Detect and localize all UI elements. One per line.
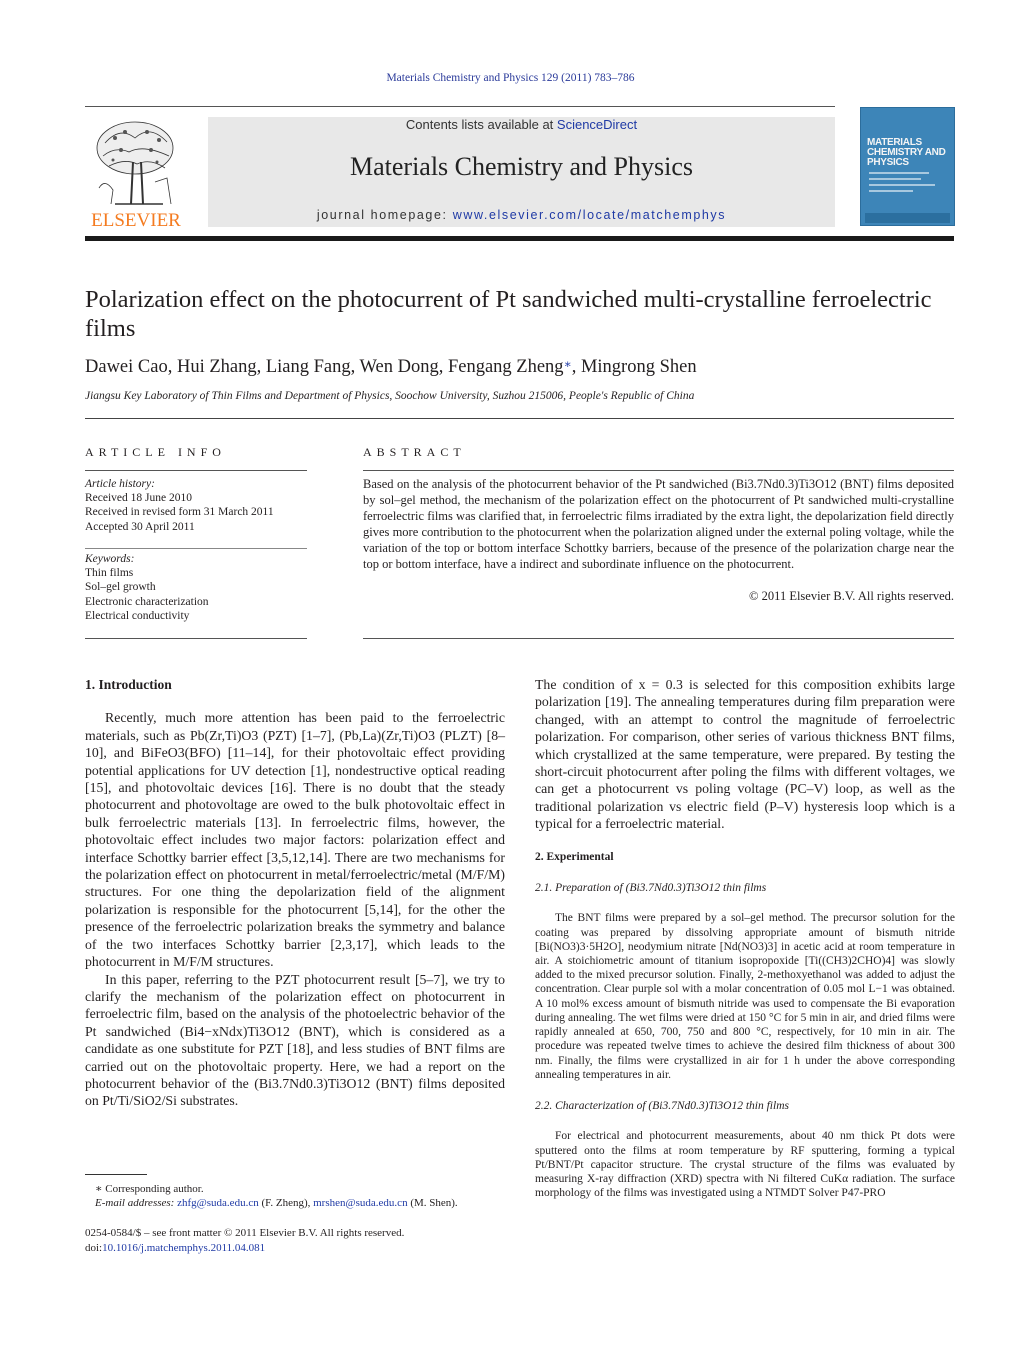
authors-text: Dawei Cao, Hui Zhang, Liang Fang, Wen Dong, Fengang Zheng xyxy=(85,357,564,377)
issn-block xyxy=(85,1226,505,1255)
left-column xyxy=(85,676,505,1110)
copyright: © 2011 Elsevier B.V. All rights reserved. xyxy=(749,589,954,603)
spacer xyxy=(535,1082,955,1098)
affiliation: Jiangsu Key Laboratory of Thin Films and Department of Physics, Soochow University, Suzhou 215006, People's Republic of China xyxy=(85,390,695,402)
paragraph: The BNT films were prepared by a sol–gel method. The precursor solution for the coating was prepared by dissolving appropriate amount of bismuth nitride [Bi(NO3)3·5H2O], neodymium nitrate [Nd(NO3)3] in acetic acid at room temperature in air. A stoichiometric amount of titanium isopropoxide [Ti((CH3)2CHO)4] was slowly added to the mixed precursor solution. Finally, 2-methoxyethanol was added to adjust the concentration. Clear purple sol with a molar concentration of 0.05 mol L−1 was obtained. A 10 mol% excess amount of bismuth nitride was used to compensate the Bi evaporation during annealing. The wet films were dried at 150 °C for 5 min in air, and dried films were rapidly annealed at 650, 700, 750 and 800 °C, respectively, for 10 min in air. The procedure was repeated twelve times to achieve the desired film thickness of about 300 nm. Finally, the films were crystallized in air for 1 h under the above corresponding annealing temperatures in air. xyxy=(535,912,955,1081)
cover-footer xyxy=(865,213,950,223)
corresponding-author-note: ∗ Corresponding author. xyxy=(95,1183,204,1195)
journal-homepage xyxy=(208,208,835,222)
footnote-rule xyxy=(85,1174,147,1175)
article-info-heading: ARTICLE INFO xyxy=(85,445,226,459)
accepted-date: Accepted 30 April 2011 xyxy=(85,520,195,533)
article-info-bottom-rule xyxy=(85,638,307,639)
abstract-rule xyxy=(363,470,954,471)
keyword: Electronic characterization xyxy=(85,595,209,608)
email-addresses xyxy=(85,1196,505,1210)
svg-text:ELSEVIER: ELSEVIER xyxy=(91,210,181,230)
abstract-part: Based on the analysis of the photocurrent behavior of the Pt sandwiched ( xyxy=(363,477,736,491)
elsevier-tree-icon xyxy=(85,118,187,230)
abstract-part: ) films deposited by sol–gel method, the mechanism of the polarization effect on the photocurrent of Pt sandwiched multi-crystalline ferroelectric films was clarified that, in ferroelectric films irradiated by the extra light, the depolarization field directly gives more contribution to the photocurrent when the polarization aligned under the external poling voltage, while the variation of the top or bottom interface Schottky barriers, because of the presence of the polarization charge near the top or bottom interface, have a indirect and subordinate influence on the photocurrent. xyxy=(363,477,955,571)
abstract-heading: ABSTRACT xyxy=(363,445,466,459)
corresponding-author-mark[interactable]: ∗ xyxy=(563,357,572,371)
article-history xyxy=(85,477,307,534)
article-info-rule xyxy=(85,470,307,471)
elsevier-logo[interactable] xyxy=(85,118,187,230)
contents-line xyxy=(208,117,835,132)
cover-decoration xyxy=(869,190,913,192)
author-list xyxy=(85,357,697,378)
keywords-label: Keywords: xyxy=(85,553,135,565)
email-owner: (M. Shen). xyxy=(407,1197,458,1209)
journal-cover[interactable] xyxy=(860,107,955,226)
cover-decoration xyxy=(869,172,929,174)
paragraph: For electrical and photocurrent measurements, about 40 nm thick Pt dots were sputtered onto the films at room temperature by RF sputtering, forming a typical Pt/BNT/Pt capacitor structure. The crystal structure of the films was evaluated by measuring X-ray diffraction (XRD) spectra with Ni filtered CuKα radiation. The surface morphology of the films was investigated using a NTMDT Solver P47-PRO xyxy=(535,1130,955,1200)
title-rule xyxy=(85,418,954,419)
revised-date: Received in revised form 31 March 2011 xyxy=(85,506,274,519)
abstract-text xyxy=(363,476,954,572)
issn-line: 0254-0584/$ – see front matter © 2011 Elsevier B.V. All rights reserved. xyxy=(85,1227,405,1239)
paragraph: Recently, much more attention has been paid to the ferroelectric materials, such as Pb(Zr,Ti)O3 (PZT) [1–7], (Pb,La)(Zr,Ti)O3 (PLZT) [8–10], and BiFeO3(BFO) [11–14], for their photovoltaic effect providing potential applications for UV detection [1], nondestructive optical reading [15], and photovoltaic devices [16]. There is no doubt that the steady photocurrent and photovoltage are owed to the bulk photovoltaic effect in bulk ferroelectric materials [13]. In ferroelectric films, however, the photovoltaic effect includes two major factors: polarization effect and interface Schottky barrier effect [3,5,12,14]. There are two mechanisms for the polarization effect on photocurrent in metal/ferroelectric/metal (M/F/M) structures. For one thing the depolarization field of the alignment polarization is responsible for the photocurrent [5,14], for the other the presence of the ferroelectric polarization breaks the symmetry and balance of the two interfaces Schottky barrier [2,3,17], which leads to the photocurrent in M/F/M structures. xyxy=(85,710,505,970)
article-info-divider xyxy=(85,548,307,549)
section-heading-introduction: 1. Introduction xyxy=(85,677,172,692)
email-link-shen[interactable]: mrshen@suda.edu.cn xyxy=(313,1197,408,1209)
abstract-formula: Bi3.7Nd0.3)Ti3O12 (BNT xyxy=(735,477,870,491)
journal-reference[interactable]: Materials Chemistry and Physics 129 (2011) 783–786 xyxy=(386,72,635,84)
history-label: Article history: xyxy=(85,478,155,490)
keyword: Sol–gel growth xyxy=(85,581,156,594)
keyword: Electrical conductivity xyxy=(85,609,190,622)
email-owner: (F. Zheng), xyxy=(258,1197,314,1209)
doi-link[interactable]: 10.1016/j.matchemphys.2011.04.081 xyxy=(102,1241,266,1254)
doi-label: doi: xyxy=(85,1241,103,1254)
homepage-link[interactable]: www.elsevier.com/locate/matchemphys xyxy=(452,208,727,222)
keyword: Thin films xyxy=(85,567,134,580)
email-label: E-mail addresses: xyxy=(95,1197,178,1209)
doi-line xyxy=(85,1241,505,1256)
keywords xyxy=(85,552,307,623)
cover-title: MATERIALS CHEMISTRY AND PHYSICS xyxy=(867,137,946,168)
subsection-heading-characterization: 2.2. Characterization of (Bi3.7Nd0.3)Ti3O12 thin films xyxy=(535,1099,789,1112)
abstract-bottom-rule xyxy=(363,638,954,639)
paragraph: In this paper, referring to the PZT photocurrent result [5–7], we try to clarify the mechanism of the polarization effect on photocurrent in ferroelectric film, based on the analysis of the photoelectric behavior of the Pt sandwiched (Bi4−xNdx)Ti3O12 (BNT), which is considered as a candidate as one substitute for PZT [18], and less studies of BNT films are carried out on the photovoltaic property. Here, we had a report on the photocurrent behavior of the (Bi3.7Nd0.3)Ti3O12 (BNT) films deposited on Pt/Ti/SiO2/Si substrates. xyxy=(85,971,505,1109)
cover-decoration xyxy=(869,178,921,180)
subsection-heading-preparation: 2.1. Preparation of (Bi3.7Nd0.3)Ti3O12 thin films xyxy=(535,882,767,895)
right-column xyxy=(535,676,955,1200)
authors-text-tail: , Mingrong Shen xyxy=(571,357,697,377)
footnote xyxy=(85,1182,505,1210)
journal-title[interactable]: Materials Chemistry and Physics xyxy=(349,152,693,181)
article-title: Polarization effect on the photocurrent of Pt sandwiched multi-crystalline ferroelectric films xyxy=(85,286,932,342)
email-link-zheng[interactable]: zhfg@suda.edu.cn xyxy=(177,1197,259,1209)
sciencedirect-link[interactable]: ScienceDirect xyxy=(556,117,638,132)
received-date: Received 18 June 2010 xyxy=(85,492,192,505)
contents-prefix: Contents lists available at xyxy=(405,117,557,132)
header-thick-rule xyxy=(85,236,954,241)
header-rule xyxy=(85,106,835,107)
cover-decoration xyxy=(869,184,935,186)
homepage-label: journal homepage: xyxy=(316,208,453,222)
paragraph: The condition of x = 0.3 is selected for this composition exhibits large polarization [19]. The annealing temperatures during film preparation were changed, with an attempt to control the magnitude of ferroelectric polarization. For comparison, other series of various thickness BNT films, which crystallized at the same temperature, were prepared. By testing the short-circuit photocurrent after poling the films with different voltages, we can get a photocurrent vs poling voltage (PC–V) loop, as well as the traditional polarization vs electric field (P–V) hysteresis loop which is a typical for a ferroelectric material. xyxy=(535,677,955,832)
section-heading-experimental: 2. Experimental xyxy=(535,850,614,863)
